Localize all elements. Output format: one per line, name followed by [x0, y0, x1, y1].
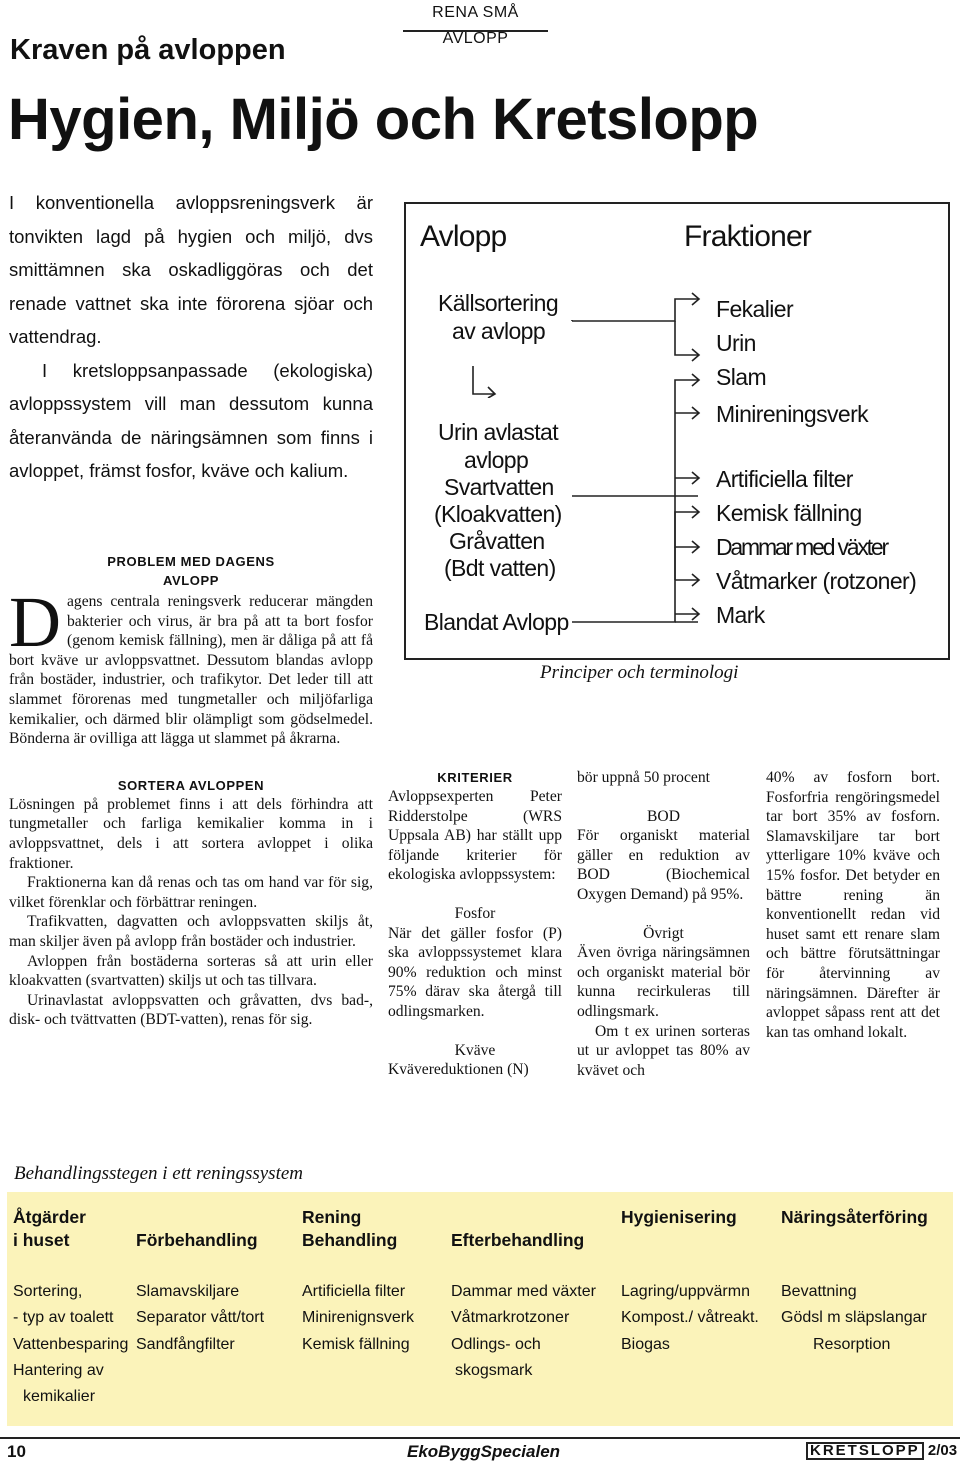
body-paragraph: Även övriga näringsämnen och organiskt material bör kunna recirkuleras till odlingsmark.	[577, 944, 750, 1020]
intro-paragraph: I konventionella avloppsreningsverk är tonvikten lagd på hygien och miljö, dvs smittämnen ska oskadliggöras och det renade vattnet ska inte förorena sjöar och vattendrag.	[9, 192, 373, 347]
body-paragraph: Urinavlastat avloppsvatten och gråvatten, dvs bad-, disk- och tvättvatten (BDT-vatten), renas för sig.	[9, 991, 373, 1029]
treatment-steps-table	[7, 1192, 953, 1426]
table-cell: Våtmarkrotzoner	[451, 1309, 570, 1326]
diagram-source: Svartvatten	[444, 474, 554, 500]
table-cell: Kompost./ våtreakt.	[621, 1309, 759, 1326]
table-cell: kemikalier	[23, 1388, 96, 1405]
table-cell: Lagring/uppvärmn	[621, 1283, 750, 1300]
publication-name: EkoByggSpecialen	[407, 1442, 561, 1461]
diagram-caption: Principer och terminologi	[540, 662, 739, 683]
body-paragraph: Fraktionerna kan då renas och tas om hand var för sig, vilket förenklar och förbättrar reningen.	[9, 874, 373, 911]
intro-paragraph: I kretsloppsanpassade (ekologiska) avloppssystem vill man dessutom kunna återanvända de näringsämnen som finns i avloppet, främst fosfor, kväve och kalium.	[9, 359, 373, 481]
diagram-source: Gråvatten	[449, 528, 545, 554]
body-paragraph: agens centrala reningsverk reducerar mängden bakterier och virus, är bra på att ta bort fosfor (genom kemisk fällning), men är dåliga på att få bort kväve ur avloppsvattnet. Dessutom blandas avlopp från bostäder, industrier, och trafikytor. Det leder till att slammet förorenas med tungmetaller och miljöfarliga kemikalier, och därmed blir olämpligt som gödselmedel. Bönderna är ovilliga att lägga ut slammet på åkrarna.	[9, 593, 373, 748]
section-label-boxed: KRETSLOPP	[806, 1442, 924, 1460]
table-cell: Resorption	[813, 1336, 891, 1353]
intro	[9, 186, 373, 488]
diagram-source: (Kloakvatten)	[434, 501, 562, 527]
diagram-fraction: Fekalier	[716, 296, 794, 322]
table-cell: Minirenignsverk	[302, 1309, 415, 1326]
table-header: Förbehandling	[136, 1229, 258, 1250]
running-head: RENA SMÅ AVLOPP	[403, 0, 548, 32]
diagram-fraction: Mark	[716, 602, 765, 628]
table-header: Rening Behandling	[302, 1207, 398, 1250]
table-header: Hygienisering	[621, 1207, 737, 1227]
table-header: Näringsåterföring	[781, 1207, 928, 1227]
table-cell: Bevattning	[781, 1283, 857, 1300]
article-column-4	[766, 768, 940, 1042]
body-paragraph: Avloppen från bostäderna sorteras så att urin eller kloakvatten (svartvatten) skiljs ut och tas tillvara.	[9, 952, 373, 990]
diagram-fraction: Urin	[716, 330, 756, 356]
issue-number: 2/03	[927, 1442, 958, 1459]
diagram-fraction: Kemisk fällning	[716, 500, 862, 526]
table-cell: Sandfångfilter	[136, 1336, 235, 1353]
table-cell: Sortering,	[13, 1283, 83, 1300]
diagram-fraction: Minireningsverk	[716, 401, 869, 427]
table-cell: Artificiella filter	[302, 1283, 406, 1300]
subheading: Fosfor	[454, 904, 496, 922]
diagram-source: av avlopp	[452, 318, 546, 344]
article-column-3	[577, 768, 750, 1080]
footer-rule	[0, 1437, 960, 1439]
section-heading: PROBLEM MED DAGENS AVLOPP	[107, 554, 275, 588]
diagram-source: Källsortering	[438, 290, 559, 316]
table-header: Efterbehandling	[451, 1229, 585, 1250]
diagram-source: avlopp	[464, 447, 529, 473]
diagram-fraction: Dammar med växter	[716, 534, 887, 560]
subheading: Övrigt	[643, 924, 684, 942]
body-paragraph: Om t ex urinen sorteras ut ur avloppet tas 80% av kvävet och	[577, 1022, 750, 1079]
section-heading: KRITERIER	[437, 770, 513, 785]
table-cell: - typ av toalett	[13, 1309, 114, 1326]
table-cell: Biogas	[621, 1336, 670, 1353]
table-header: Åtgärder i huset	[13, 1207, 86, 1250]
subheading: Kväve	[454, 1041, 496, 1059]
drop-cap: D	[9, 582, 61, 662]
diagram-right-title: Fraktioner	[684, 220, 812, 253]
diagram-source: (Bdt vatten)	[444, 555, 556, 581]
article-column-1	[9, 552, 373, 1030]
table-cell: Gödsl m släpslangar	[781, 1309, 927, 1326]
body-paragraph: Trafikvatten, dagvatten och avloppsvatten skiljs åt, man skiljer även på avlopp från bostäder och industrier.	[9, 913, 373, 950]
section-label	[806, 1442, 957, 1460]
diagram-source: Blandat Avlopp	[424, 609, 569, 635]
body-paragraph: Lösningen på problemet finns i att dels förhindra att tungmetaller och farliga kemikalier komma in i avloppsvattnet, dels i att sortera avloppet i olika fraktioner.	[9, 795, 373, 872]
terminology-diagram	[404, 202, 950, 660]
diagram-fraction: Artificiella filter	[716, 466, 853, 492]
body-paragraph: För organiskt material gäller en reduktion av BOD (Biochemical Oxygen Demand) på 95%.	[577, 827, 750, 903]
diagram-source: Urin avlastat	[438, 419, 559, 445]
body-paragraph: 40% av fosforn bort. Fosforfria rengöringsmedel tar bort 35% av fosforn. Slamavskiljare tar bort ytterligare 10% kväve och 15% fosfor. Det betyder en bättre rening än konventionellt redan vid huset samt ett renare slam och bättre förutsättningar för återvinning av näringsämnen. Därefter är avloppet såpass rent att det kan tas omhand lokalt.	[766, 769, 940, 1041]
diagram-fraction: Våtmarker (rotzoner)	[716, 568, 917, 594]
body-paragraph: bör uppnå 50 procent	[577, 769, 710, 786]
subheading: BOD	[647, 807, 680, 825]
table-cell: Kemisk fällning	[302, 1336, 410, 1353]
diagram-fraction: Slam	[716, 364, 767, 390]
body-paragraph: När det gäller fosfor (P) ska avloppssystemet klara 90% reduktion och minst 75% därav ska återgå till odlingsmarken.	[388, 924, 562, 1020]
kicker: Kraven på avloppen	[10, 34, 286, 66]
table-cell: Odlings- och	[451, 1336, 541, 1353]
table-cell: Vattenbesparing	[13, 1336, 129, 1353]
article-column-2	[388, 768, 562, 1080]
page-number: 10	[7, 1442, 26, 1461]
table-cell: Dammar med växter	[451, 1283, 596, 1300]
table-cell: Slamavskiljare	[136, 1283, 240, 1300]
headline: Hygien, Miljö och Kretslopp	[8, 87, 759, 152]
section-heading: SORTERA AVLOPPEN	[117, 777, 265, 793]
diagram-left-title: Avlopp	[420, 220, 507, 253]
table-caption: Behandlingsstegen i ett reningssystem	[14, 1163, 303, 1184]
body-paragraph: Avloppsexperten Peter Ridderstolpe (WRS Uppsala AB) har ställt upp följande kriterier för ekologiska avloppssystem:	[388, 788, 562, 884]
body-paragraph: Kvävereduktionen (N)	[388, 1061, 529, 1079]
table-cell: Hantering av	[13, 1362, 104, 1379]
table-cell: skogsmark	[455, 1362, 533, 1379]
table-cell: Separator vått/tort	[136, 1309, 265, 1326]
